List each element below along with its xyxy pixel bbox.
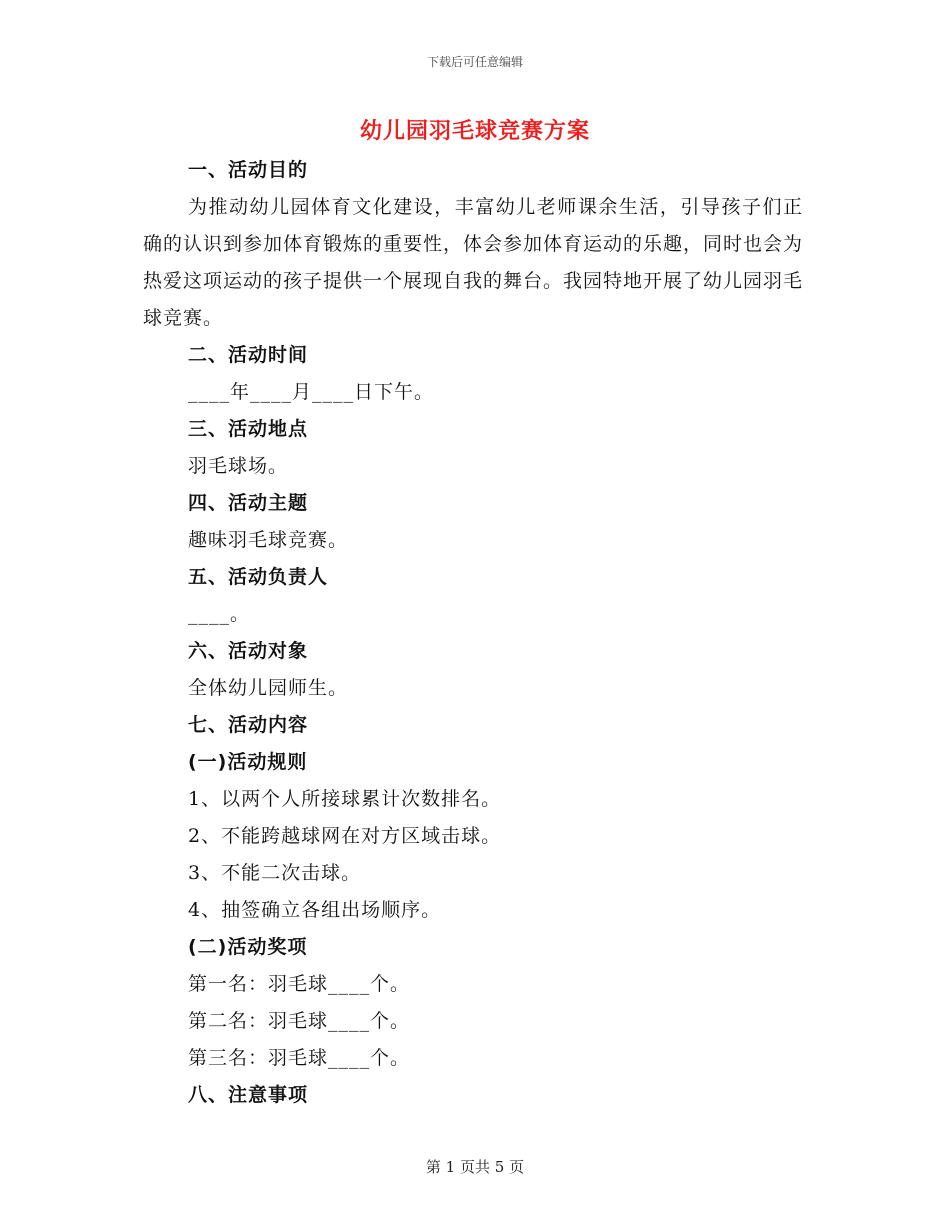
list-item: 2、不能跨越球网在对方区域击球。 bbox=[188, 825, 502, 847]
section-heading-notes: 八、注意事项 bbox=[188, 1084, 309, 1106]
section-text-audience: 全体幼儿园师生。 bbox=[188, 677, 349, 699]
list-item: 4、抽签确立各组出场顺序。 bbox=[188, 899, 442, 921]
section-text-theme: 趣味羽毛球竞赛。 bbox=[188, 529, 349, 551]
document-body bbox=[143, 152, 803, 1114]
section-heading-location: 三、活动地点 bbox=[188, 418, 309, 440]
section-heading-owner: 五、活动负责人 bbox=[188, 566, 329, 588]
section-heading-content: 七、活动内容 bbox=[188, 714, 309, 736]
section-text-purpose: 为推动幼儿园体育文化建设，丰富幼儿老师课余生活，引导孩子们正确的认识到参加体育锻炼的重要性，体会参加体育运动的乐趣，同时也会为热爱这项运动的孩子提供一个展现自我的舞台。我园特地开展了幼儿园羽毛球竞赛。 bbox=[143, 196, 804, 329]
list-item: 第三名：羽毛球____个。 bbox=[188, 1047, 411, 1069]
page-number: 第 1 页共 5 页 bbox=[425, 1158, 525, 1176]
list-item: 第二名：羽毛球____个。 bbox=[188, 1010, 411, 1032]
list-item: 第一名：羽毛球____个。 bbox=[188, 973, 411, 995]
document-title: 幼儿园羽毛球竞赛方案 bbox=[359, 118, 590, 144]
section-text-location: 羽毛球场。 bbox=[188, 455, 289, 477]
subsection-heading-rules: (一)活动规则 bbox=[188, 751, 308, 773]
list-item: 1、以两个人所接球累计次数排名。 bbox=[188, 788, 502, 810]
section-heading-theme: 四、活动主题 bbox=[188, 492, 309, 514]
list-item: 3、不能二次击球。 bbox=[188, 862, 362, 884]
section-heading-time: 二、活动时间 bbox=[188, 344, 309, 366]
subsection-heading-awards: (二)活动奖项 bbox=[188, 936, 308, 958]
section-text-owner: ____。 bbox=[188, 603, 251, 625]
section-heading-audience: 六、活动对象 bbox=[188, 640, 309, 662]
page-header-note: 下载后可任意编辑 bbox=[426, 55, 523, 69]
section-text-time: ____年____月____日下午。 bbox=[188, 381, 435, 403]
section-heading-purpose: 一、活动目的 bbox=[188, 159, 309, 181]
